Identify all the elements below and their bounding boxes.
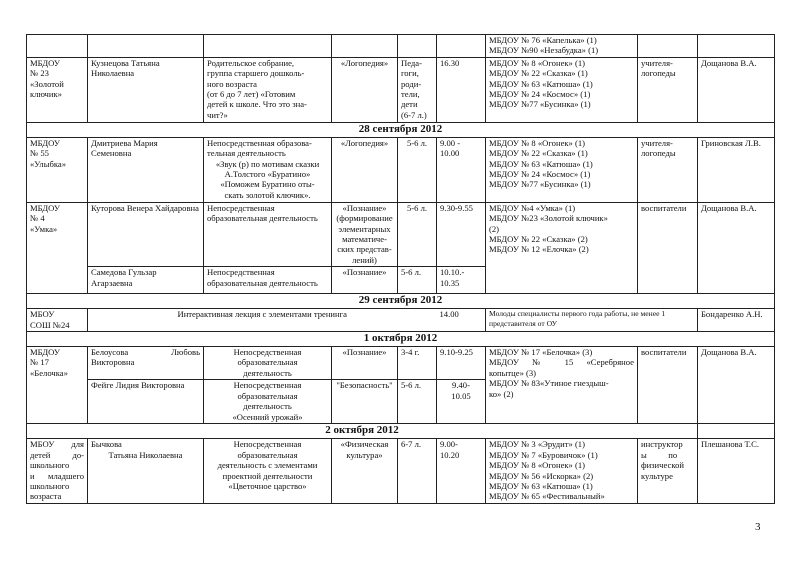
institution-line: МБДОУ — [30, 137, 60, 148]
responsible-cell — [698, 35, 775, 58]
event-line: Непосредственная — [233, 380, 302, 391]
event-line: образовательная — [237, 357, 298, 368]
audience-line: гоги, — [401, 68, 419, 79]
area-cell: «Познание» — [332, 347, 398, 380]
audience-cell: 5-6 л. — [398, 137, 437, 202]
institution-cell — [27, 35, 88, 58]
time-cell — [437, 137, 486, 202]
event-cell: Непосредственная образовательная деятельность — [204, 202, 332, 266]
participant: МБДОУ № 65 «Фестивальный» — [489, 491, 605, 502]
institution-line: «Золотой — [30, 78, 64, 89]
institution-line: «Умка» — [30, 223, 58, 234]
institution-line: ключик» — [30, 89, 62, 100]
event-line: «Осенний урожай» — [232, 411, 303, 422]
teacher-cell: Самедова Гульзар Агарзаевна — [88, 267, 204, 294]
institution-line: «Улыбка» — [30, 158, 67, 169]
event-cell — [204, 137, 332, 202]
schedule-table — [26, 34, 775, 504]
time-cell: 9.10-9.25 — [437, 347, 486, 380]
teacher-cell — [88, 439, 204, 504]
time-cell — [437, 267, 486, 294]
participant: МБДОУ № 63 «Катюша» (1) — [489, 158, 593, 169]
area-cell — [332, 439, 398, 504]
area-cell — [332, 202, 398, 266]
event-line: «Цветочное царство» — [228, 480, 307, 491]
teacher-cell: Куторова Венера Хайдаровна — [88, 202, 204, 266]
time-line: 10.05 — [451, 390, 471, 401]
institution-line: МБОУ для — [30, 439, 84, 450]
teacher-cell — [88, 35, 204, 58]
area-cell: «Познание» — [332, 267, 398, 294]
participant: МБДОУ № 83«Утиное гнездыш- — [489, 378, 609, 389]
category-line: учителя- — [641, 137, 673, 148]
date-heading: 2 октября 2012 — [27, 424, 698, 439]
event-line: «Звук (р) по мотивам сказки — [215, 158, 320, 169]
participants-cell — [486, 202, 638, 293]
participants-cell: Молоды специалисты первого года работы, не менее 1 представителя от ОУ — [486, 309, 698, 332]
participant: МБДОУ № 15 «Серебряное — [489, 357, 634, 368]
teacher-cell: Кузнецова Татьяна Николаевна — [88, 57, 204, 122]
participant: МБДОУ № 17 «Белочка» (3) — [489, 347, 593, 358]
event-line: А.Толстого «Буратино» — [224, 169, 311, 180]
teacher-cell: Белоусова Любовь Викторовна — [88, 347, 204, 380]
audience-line: роди- — [401, 78, 422, 89]
event-line: проектной деятельности — [222, 470, 313, 481]
institution-line: МБДОУ — [30, 347, 60, 358]
participant: МБДОУ №90 «Незабудка» (1) — [489, 45, 599, 56]
institution-line: МБДОУ — [30, 202, 60, 213]
area-line: культура» — [346, 449, 383, 460]
page-number: 3 — [755, 521, 761, 533]
responsible-cell: Гриновская Л.В. — [698, 137, 775, 202]
audience-cell — [398, 57, 437, 122]
area-line: элементарных — [338, 223, 391, 234]
date-heading: 28 сентября 2012 — [27, 122, 775, 137]
institution-cell — [27, 347, 88, 424]
participants-cell — [486, 347, 638, 424]
event-cell: Интерактивная лекция с элементами тренинга — [88, 309, 437, 332]
table-row — [27, 202, 775, 266]
time-cell: 16.30 — [437, 57, 486, 122]
audience-cell: 5-6 л. — [398, 267, 437, 294]
participant: МБДОУ №77 «Бусинка» (1) — [489, 179, 591, 190]
event-line: Непосредственная образова- — [207, 137, 312, 148]
category-cell — [638, 439, 698, 504]
time-cell — [437, 439, 486, 504]
event-line: группа старшего дошколь- — [207, 68, 305, 79]
time-line: 9.00 - — [440, 137, 461, 148]
event-line: детей к школе. Что это зна- — [207, 99, 307, 110]
event-cell — [204, 347, 332, 380]
date-heading: 1 октября 2012 — [27, 332, 775, 347]
area-line: «Физическая — [340, 439, 389, 450]
participant: МБДОУ № 22 «Сказка» (1) — [489, 148, 588, 159]
event-line: ного возраста — [207, 78, 257, 89]
area-line: (формирование — [336, 213, 393, 224]
institution-line: школьного — [30, 460, 70, 471]
participants-cell — [486, 57, 638, 122]
category-line: учителя- — [641, 57, 673, 68]
time-cell — [437, 35, 486, 58]
participant: МБДОУ № 63 «Катюша» (1) — [489, 480, 593, 491]
category-line: физической — [641, 460, 684, 471]
teacher-line: Татьяна Николаевна — [108, 449, 183, 460]
event-line: деятельность с элементами — [217, 460, 318, 471]
area-line: математиче- — [342, 234, 387, 245]
time-line: 10.00 — [440, 148, 460, 159]
date-heading: 29 сентября 2012 — [27, 294, 775, 309]
date-row — [27, 122, 775, 137]
category-cell — [638, 57, 698, 122]
audience-cell: 5-6 л. — [398, 202, 437, 266]
teacher-cell: Фейге Лидия Викторовна — [88, 380, 204, 424]
participants-cell — [486, 35, 638, 58]
event-cell — [204, 35, 332, 58]
event-line: (от 6 до 7 лет) «Готовим — [207, 89, 296, 100]
participant: МБДОУ №4 «Умка» (1) — [489, 202, 576, 213]
table-row — [27, 137, 775, 202]
category-line: инструктор — [641, 439, 683, 450]
time-line: 10.20 — [440, 449, 460, 460]
category-line: логопеды — [641, 148, 676, 159]
time-line: 10.10.- — [440, 267, 465, 278]
participant: ко» (2) — [489, 388, 514, 399]
event-line: скать золотой ключик». — [224, 189, 311, 200]
responsible-cell: Дощанова В.А. — [698, 347, 775, 424]
participant: МБДОУ № 24 «Космос» (1) — [489, 169, 591, 180]
date-row — [27, 294, 775, 309]
audience-line: (6-7 л.) — [401, 109, 427, 120]
time-line: 10.35 — [440, 277, 460, 288]
responsible-cell: Дощанова В.А. — [698, 202, 775, 293]
participant: МБДОУ № 22 «Сказка» (1) — [489, 68, 588, 79]
area-line: ских представ- — [337, 244, 392, 255]
participant: МБДОУ №23 «Золотой ключик» — [489, 213, 608, 224]
area-line: «Познание» — [342, 202, 387, 213]
institution-cell — [27, 202, 88, 293]
table-row — [27, 439, 775, 504]
institution-cell — [27, 309, 88, 332]
audience-cell — [398, 35, 437, 58]
time-cell: 14.00 — [437, 309, 486, 332]
participant: МБДОУ № 12 «Елочка» (2) — [489, 244, 589, 255]
institution-line: № 55 — [30, 148, 49, 159]
participant: МБДОУ № 8 «Огонек» (1) — [489, 460, 586, 471]
table-row — [27, 347, 775, 380]
participant: (2) — [489, 223, 500, 234]
audience-cell: 3-4 г. — [398, 347, 437, 380]
participant: МБДОУ №77 «Бусинка» (1) — [489, 99, 591, 110]
event-line: чит?» — [207, 109, 228, 120]
date-row — [27, 424, 775, 439]
audience-line: дети — [401, 99, 418, 110]
time-line: 9.40- — [452, 380, 470, 391]
institution-line: МБДОУ — [30, 57, 60, 68]
institution-cell — [27, 439, 88, 504]
institution-line: СОШ №24 — [30, 319, 70, 330]
institution-line: и младшего — [30, 470, 84, 481]
area-cell: «Логопедия» — [332, 57, 398, 122]
time-line: 9.00- — [440, 439, 458, 450]
category-cell — [638, 137, 698, 202]
participant: МБДОУ № 63 «Катюша» (1) — [489, 78, 593, 89]
institution-line: возраста — [30, 491, 62, 502]
institution-line: школьного — [30, 480, 70, 491]
table-row — [27, 35, 775, 58]
participant: МБДОУ № 8 «Огонек» (1) — [489, 137, 586, 148]
responsible-cell: Бондаренко А.Н. — [698, 309, 775, 332]
date-row — [27, 332, 775, 347]
event-line: тельная деятельность — [207, 148, 286, 159]
audience-cell: 5-6 л. — [398, 380, 437, 424]
participants-cell — [486, 137, 638, 202]
category-cell: воспитатели — [638, 347, 698, 424]
participant: МБДОУ № 56 «Искорка» (2) — [489, 470, 594, 481]
category-cell — [638, 35, 698, 58]
area-cell — [332, 35, 398, 58]
participant: МБДОУ № 3 «Эрудит» (1) — [489, 439, 585, 450]
participant: МБДОУ № 8 «Огонек» (1) — [489, 57, 586, 68]
institution-line: № 17 — [30, 357, 49, 368]
institution-line: детей до- — [30, 449, 84, 460]
institution-line: МБОУ — [30, 309, 55, 320]
event-line: образовательная — [237, 449, 298, 460]
event-cell: Непосредственная образовательная деятельность — [204, 267, 332, 294]
category-line: культуре — [641, 470, 673, 481]
event-line: образовательная — [237, 390, 298, 401]
participant: МБДОУ № 76 «Капелька» (1) — [489, 35, 597, 45]
event-line: деятельность — [243, 401, 292, 412]
category-cell: воспитатели — [638, 202, 698, 293]
empty-cell — [698, 424, 775, 439]
institution-cell — [27, 57, 88, 122]
participants-cell — [486, 439, 638, 504]
institution-line: «Белочка» — [30, 367, 68, 378]
category-line: логопеды — [641, 68, 676, 79]
participant: копытце» (3) — [489, 367, 537, 378]
institution-line: № 4 — [30, 213, 45, 224]
table-row — [27, 309, 775, 332]
table-row — [27, 57, 775, 122]
responsible-cell: Дощанова В.А. — [698, 57, 775, 122]
event-cell — [204, 57, 332, 122]
area-cell: «Логопедия» — [332, 137, 398, 202]
audience-line: тели, — [401, 89, 420, 100]
event-cell — [204, 439, 332, 504]
teacher-line: Бычкова — [91, 439, 122, 450]
audience-cell: 6-7 л. — [398, 439, 437, 504]
participant: МБДОУ № 7 «Буровичок» (1) — [489, 449, 598, 460]
event-cell — [204, 380, 332, 424]
institution-cell — [27, 137, 88, 202]
area-line: лений) — [352, 254, 377, 265]
teacher-cell: Дмитриева Мария Семеновна — [88, 137, 204, 202]
institution-line: № 23 — [30, 68, 49, 79]
event-line: деятельность — [243, 367, 292, 378]
time-cell: 9.30-9.55 — [437, 202, 486, 266]
event-line: Родительское собрание, — [207, 57, 295, 68]
participant: МБДОУ № 24 «Космос» (1) — [489, 89, 591, 100]
area-cell: "Безопасность" — [332, 380, 398, 424]
event-line: «Поможем Буратино оты- — [220, 179, 315, 190]
participant: МБДОУ № 22 «Сказка» (2) — [489, 234, 588, 245]
time-cell — [437, 380, 486, 424]
responsible-cell: Плешанова Т.С. — [698, 439, 775, 504]
event-line: Непосредственная — [233, 439, 302, 450]
audience-line: Педа- — [401, 57, 422, 68]
category-line: ы по — [641, 449, 678, 460]
event-line: Непосредственная — [233, 347, 302, 358]
